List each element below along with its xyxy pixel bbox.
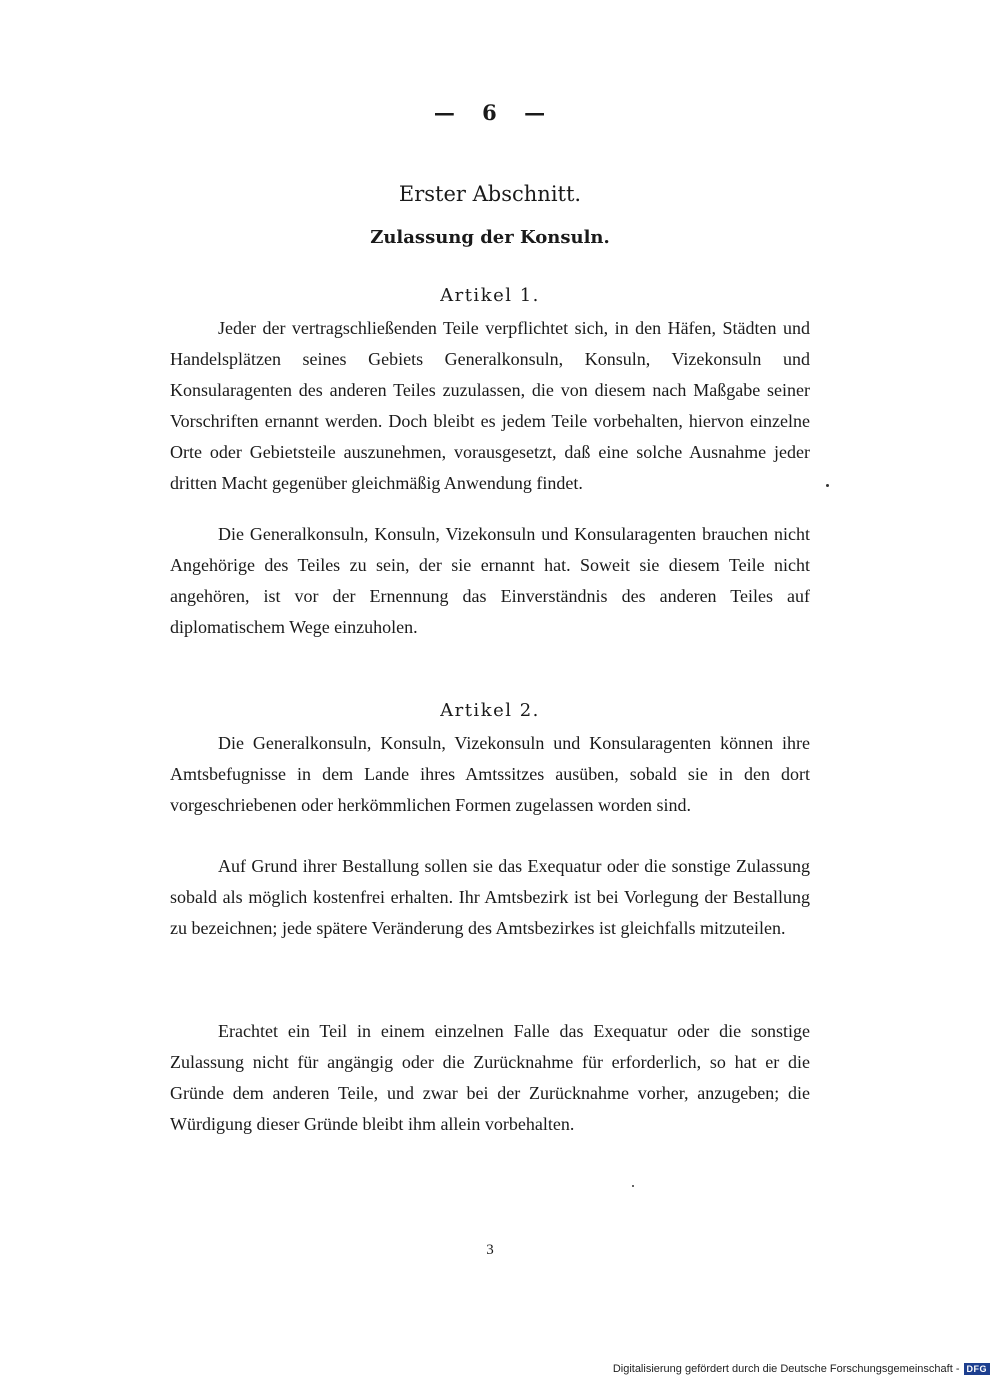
- section-subtitle: Zulassung der Konsuln.: [370, 227, 610, 248]
- article-1-paragraph-2: Die Generalkonsuln, Konsuln, Vizekonsuln und Konsularagenten brauchen nicht Angehörige des Teiles zu sein, der sie ernannt hat. Soweit sie diesem Teile nicht angehören, ist vor der Ernennung das Einverständnis des anderen Teiles auf diplomatischem Wege einzuholen.: [170, 524, 810, 637]
- dfg-logo: DFG: [964, 1363, 991, 1375]
- scan-speck: [632, 1185, 634, 1187]
- digitization-credit: [613, 1363, 990, 1375]
- section-title: Erster Abschnitt.: [398, 182, 582, 206]
- article-2-paragraph-3: Erachtet ein Teil in einem einzelnen Falle das Exequatur oder die sonstige Zulassung nicht für angängig oder die Zurücknahme für erforderlich, so hat er die Gründe dem anderen Teile, und zwar bei der Zurücknahme vorher, anzugeben; die Würdigung dieser Gründe bleibt ihm allein vorbehalten.: [170, 1021, 810, 1134]
- article-1-heading: Artikel 1.: [440, 285, 540, 306]
- page-number: — 6 —: [433, 100, 547, 125]
- article-2-heading: Artikel 2.: [440, 700, 540, 721]
- sheet-number: 3: [486, 1242, 494, 1258]
- scan-speck: [826, 484, 829, 487]
- article-1-paragraph-1: Jeder der vertragschließenden Teile verpflichtet sich, in den Häfen, Städten und Handelsplätzen seines Gebiets Generalkonsuln, Konsuln, Vizekonsuln und Konsularagenten des anderen Teiles zuzulassen, die von diesem nach Maßgabe seiner Vorschriften ernannt werden. Doch bleibt es jedem Teile vorbehalten, hiervon einzelne Orte oder Gebietsteile auszunehmen, vorausgesetzt, daß eine solche Ausnahme jeder dritten Macht gegenüber gleichmäßig Anwendung findet.: [170, 318, 810, 493]
- article-2-paragraph-2: Auf Grund ihrer Bestallung sollen sie das Exequatur oder die sonstige Zulassung sobald als möglich kostenfrei erhalten. Ihr Amtsbezirk ist bei Vorlegung der Bestallung zu bezeichnen; jede spätere Veränderung des Amtsbezirkes ist gleichfalls mitzuteilen.: [170, 856, 810, 938]
- credit-text: Digitalisierung gefördert durch die Deutsche Forschungsgemeinschaft -: [612, 1363, 960, 1375]
- article-2-paragraph-1: Die Generalkonsuln, Konsuln, Vizekonsuln und Konsularagenten können ihre Amtsbefugnisse in dem Lande ihres Amtssitzes ausüben, sobald sie in den dort vorgeschriebenen oder herkömmlichen Formen zugelassen worden sind.: [170, 733, 810, 815]
